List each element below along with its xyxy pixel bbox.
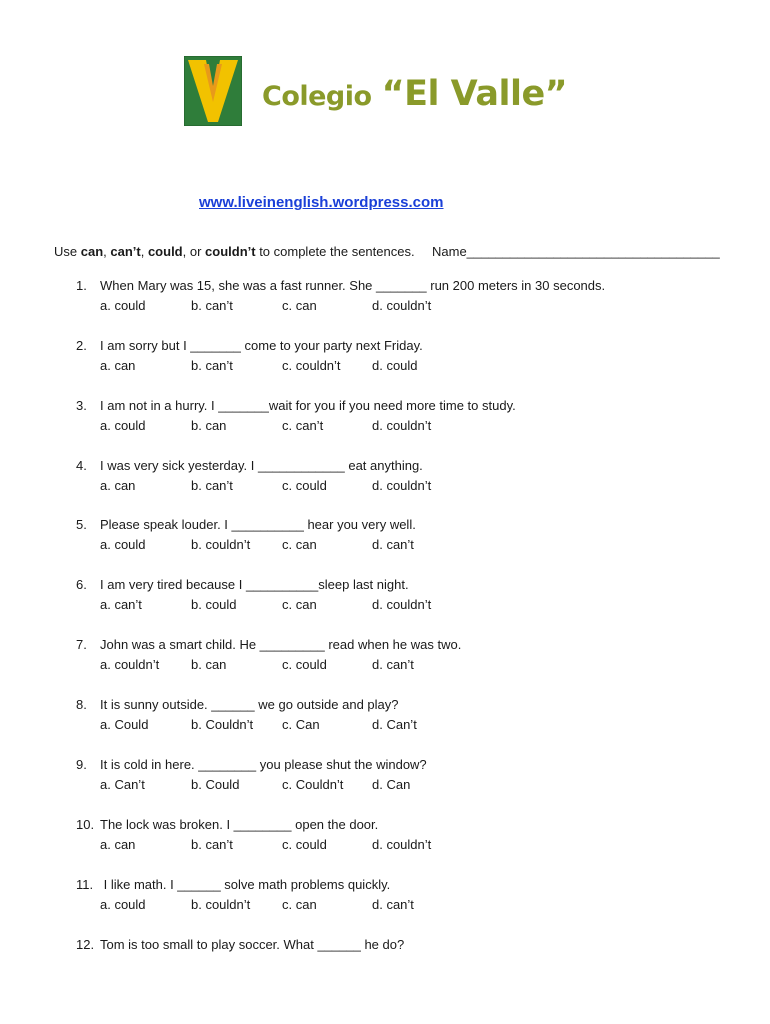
answer-option[interactable]: b. Couldn’t — [191, 717, 254, 732]
instructions-rest: to complete the sentences. — [255, 244, 415, 259]
question-text: I am not in a hurry. I _______wait for you if you need more time to study. — [100, 398, 516, 413]
question-11 — [76, 877, 390, 892]
question-12 — [76, 937, 404, 952]
question-text: Tom is too small to play soccer. What ______ he do? — [100, 937, 405, 952]
question-text: It is sunny outside. ______ we go outside and play? — [100, 697, 399, 712]
answer-option[interactable]: d. Can’t — [372, 717, 417, 732]
question-text: John was a smart child. He _________ read when he was two. — [100, 637, 462, 652]
question-number: 12. — [76, 937, 95, 952]
question-1 — [76, 278, 605, 293]
keyword-cant: can’t — [110, 244, 141, 259]
question-text: I am very tired because I __________sleep last night. — [100, 577, 409, 592]
instructions-use: Use — [54, 244, 81, 259]
answer-option[interactable]: d. couldn’t — [372, 418, 432, 433]
name-field[interactable]: Name___________________________________ — [432, 244, 720, 259]
question-number: 4. — [76, 458, 87, 473]
keyword-couldnt: couldn’t — [205, 244, 256, 259]
instructions-sep3: , or — [182, 244, 206, 259]
question-6 — [76, 577, 409, 592]
answer-option[interactable]: d. Can — [372, 777, 411, 792]
answer-option[interactable]: c. can — [282, 298, 317, 313]
keyword-could: could — [147, 244, 183, 259]
answer-option[interactable]: a. can — [100, 478, 136, 493]
question-4 — [76, 458, 423, 473]
question-number: 8. — [76, 697, 87, 712]
answer-option[interactable]: c. Couldn’t — [282, 777, 344, 792]
answer-option[interactable]: d. can’t — [372, 657, 414, 672]
answer-option[interactable]: c. Can — [282, 717, 320, 732]
answer-option[interactable]: d. couldn’t — [372, 298, 432, 313]
question-number: 2. — [76, 338, 87, 353]
question-number: 6. — [76, 577, 87, 592]
answer-option[interactable]: d. couldn’t — [372, 837, 432, 852]
question-3 — [76, 398, 516, 413]
answer-option[interactable]: c. can — [282, 537, 317, 552]
answer-option[interactable]: c. could — [282, 837, 327, 852]
logo-word-el-valle: “El Valle” — [381, 74, 568, 114]
answer-option[interactable]: a. can — [100, 837, 136, 852]
answer-option[interactable]: a. Can’t — [100, 777, 145, 792]
answer-option[interactable]: c. couldn’t — [282, 358, 341, 373]
answer-option[interactable]: c. can — [282, 897, 317, 912]
instructions-sep1: , — [103, 244, 111, 259]
question-number: 5. — [76, 517, 87, 532]
question-2 — [76, 338, 423, 353]
question-text: I like math. I ______ solve math problems quickly. — [100, 877, 391, 892]
question-8 — [76, 697, 399, 712]
answer-option[interactable]: a. can’t — [100, 597, 142, 612]
question-number: 11. — [76, 877, 94, 892]
question-number: 9. — [76, 757, 87, 772]
answer-option[interactable]: b. Could — [191, 777, 240, 792]
answer-option[interactable]: d. couldn’t — [372, 478, 432, 493]
answer-option[interactable]: c. can’t — [282, 418, 324, 433]
answer-option[interactable]: b. could — [191, 597, 237, 612]
answer-option[interactable]: b. can’t — [191, 837, 233, 852]
website-link[interactable]: www.liveinenglish.wordpress.com — [199, 194, 444, 211]
answer-option[interactable]: a. could — [100, 897, 146, 912]
answer-option[interactable]: c. can — [282, 597, 317, 612]
question-number: 1. — [76, 278, 87, 293]
question-number: 3. — [76, 398, 87, 413]
question-text: Please speak louder. I __________ hear you very well. — [100, 517, 416, 532]
answer-option[interactable]: b. can’t — [191, 358, 233, 373]
question-number: 10. — [76, 817, 95, 832]
question-5 — [76, 517, 416, 532]
question-7 — [76, 637, 461, 652]
answer-option[interactable]: b. couldn’t — [191, 897, 251, 912]
answer-option[interactable]: b. couldn’t — [191, 537, 251, 552]
answer-option[interactable]: b. can’t — [191, 478, 233, 493]
question-text: The lock was broken. I ________ open the door. — [100, 817, 379, 832]
answer-option[interactable]: a. could — [100, 537, 146, 552]
question-10 — [76, 817, 378, 832]
answer-option[interactable]: b. can — [191, 657, 227, 672]
question-text: When Mary was 15, she was a fast runner. She _______ run 200 meters in 30 seconds. — [100, 278, 606, 293]
answer-option[interactable]: a. can — [100, 358, 136, 373]
answer-option[interactable]: d. can’t — [372, 537, 414, 552]
question-9 — [76, 757, 427, 772]
answer-option[interactable]: a. Could — [100, 717, 149, 732]
instructions — [54, 244, 415, 259]
answer-option[interactable]: d. can’t — [372, 897, 414, 912]
answer-option[interactable]: c. could — [282, 657, 327, 672]
school-name — [262, 74, 567, 114]
answer-option[interactable]: b. can — [191, 418, 227, 433]
answer-option[interactable]: b. can’t — [191, 298, 233, 313]
instructions-sep2: , — [140, 244, 148, 259]
answer-option[interactable]: c. could — [282, 478, 327, 493]
answer-option[interactable]: a. could — [100, 298, 146, 313]
answer-option[interactable]: a. couldn’t — [100, 657, 160, 672]
question-text: I am sorry but I _______ come to your party next Friday. — [100, 338, 423, 353]
question-text: It is cold in here. ________ you please shut the window? — [100, 757, 427, 772]
answer-option[interactable]: d. could — [372, 358, 418, 373]
question-number: 7. — [76, 637, 87, 652]
keyword-can: can — [80, 244, 104, 259]
answer-option[interactable]: d. couldn’t — [372, 597, 432, 612]
answer-option[interactable]: a. could — [100, 418, 146, 433]
school-crest-icon — [184, 56, 242, 126]
question-text: I was very sick yesterday. I ____________ eat anything. — [100, 458, 423, 473]
logo-word-colegio: Colegio — [262, 81, 372, 112]
